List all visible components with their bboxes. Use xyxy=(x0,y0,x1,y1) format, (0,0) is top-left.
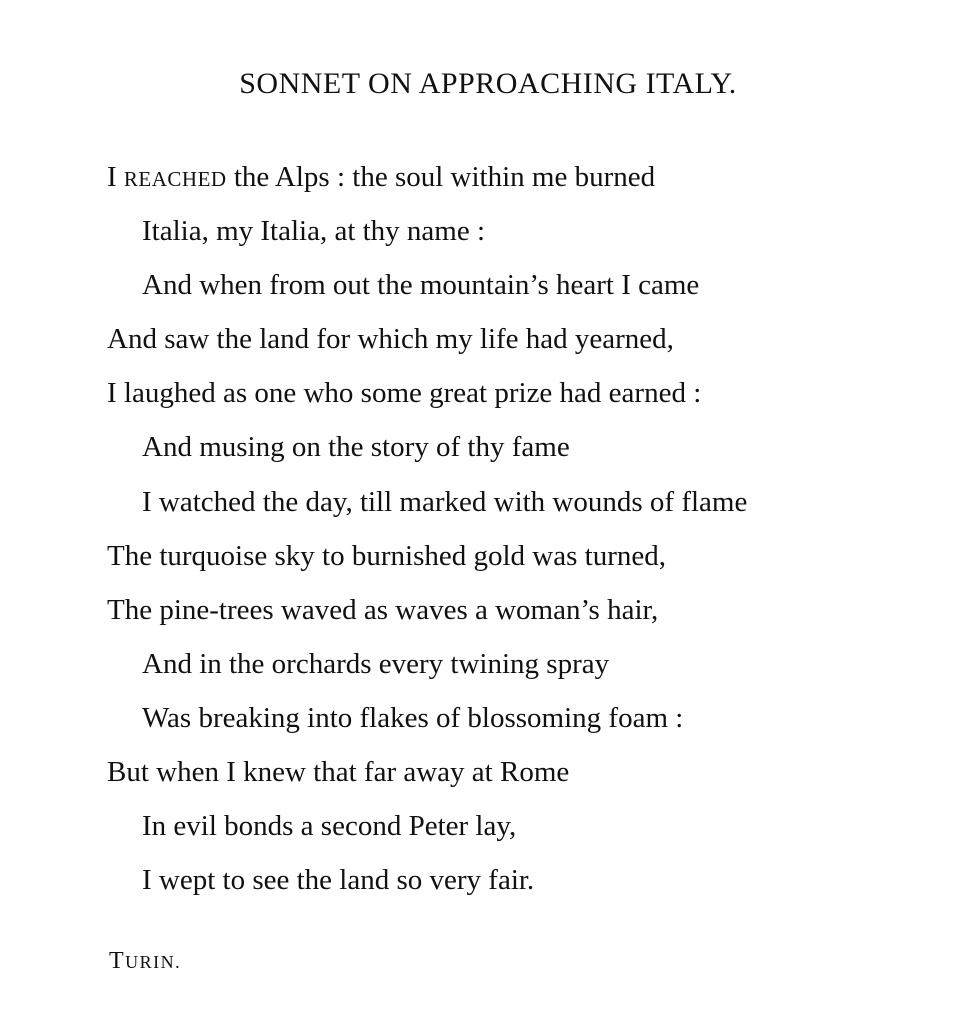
poem-line-text: The turquoise sky to burnished gold was turned, xyxy=(107,539,666,572)
poem-line-text: Italia, my Italia, at thy name : xyxy=(142,215,486,248)
poem-line-text: And in the orchards every twining spray xyxy=(142,647,610,680)
place-rest: URIN. xyxy=(125,952,182,972)
poem-line-text: And musing on the story of thy fame xyxy=(142,431,570,464)
poem-line-text: Was breaking into flakes of blossoming foam : xyxy=(142,701,684,734)
poem-line-text: But when I knew that far away at Rome xyxy=(107,756,570,789)
poem-line-3 xyxy=(107,258,927,312)
first-word-initial: I xyxy=(107,161,117,193)
poem-line-14 xyxy=(107,853,927,907)
first-word-smallcaps: REACHED xyxy=(123,167,227,191)
poem-line-8 xyxy=(107,529,927,583)
poem-line-11 xyxy=(107,691,927,745)
poem-line-10 xyxy=(107,637,927,691)
poem-line-13 xyxy=(107,799,927,853)
poem-body xyxy=(107,150,927,907)
poem-line-7 xyxy=(107,475,927,529)
poem-title: SONNET ON APPROACHING ITALY. xyxy=(239,67,737,100)
poem-line-text: I laughed as one who some great prize had earned : xyxy=(107,377,702,410)
poem-line-text: The pine-trees waved as waves a woman’s hair, xyxy=(107,593,659,626)
first-line-remainder: the Alps : the soul within me burned xyxy=(226,161,656,193)
poem-line-1 xyxy=(107,150,927,204)
poem-line-2 xyxy=(107,204,927,258)
poem-line-12 xyxy=(107,745,927,799)
poem-line-6 xyxy=(107,420,927,474)
poem-line-text: In evil bonds a second Peter lay, xyxy=(142,810,517,843)
place-signature xyxy=(109,946,181,977)
poem-line-9 xyxy=(107,583,927,637)
poem-line-text: I watched the day, till marked with wounds of flame xyxy=(142,485,748,518)
poem-line-5 xyxy=(107,366,927,420)
place-initial: T xyxy=(109,948,126,974)
poem-line-text: And when from out the mountain’s heart I came xyxy=(142,269,700,302)
poem-line-4 xyxy=(107,312,927,366)
poem-line-text: And saw the land for which my life had yearned, xyxy=(107,323,674,356)
poem-line-text: I wept to see the land so very fair. xyxy=(142,864,535,897)
